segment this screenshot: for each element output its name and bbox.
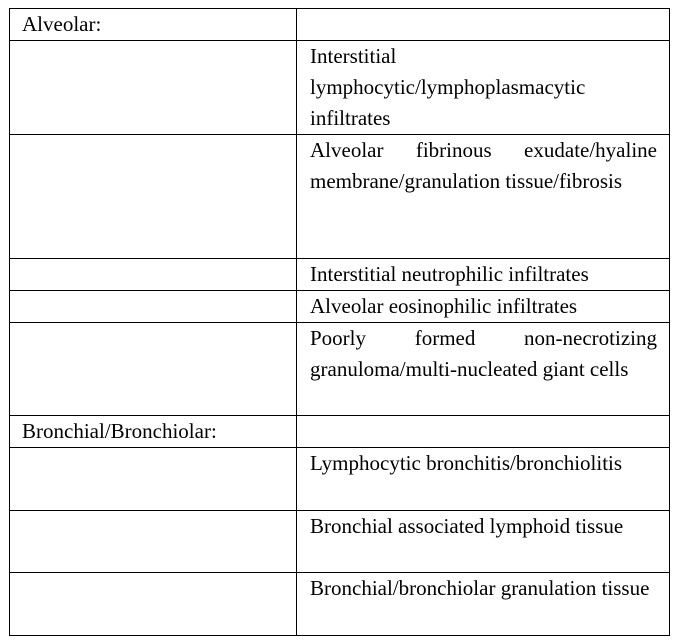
finding-cell xyxy=(297,448,670,511)
finding-cell xyxy=(297,511,670,573)
table-row xyxy=(10,291,670,323)
finding-cell xyxy=(297,135,670,259)
table-row xyxy=(10,135,670,259)
table-row xyxy=(10,9,670,41)
category-cell xyxy=(10,259,297,291)
findings-table xyxy=(9,8,670,636)
table-row xyxy=(10,448,670,511)
category-cell xyxy=(10,511,297,573)
table-row xyxy=(10,259,670,291)
finding-cell xyxy=(297,9,670,41)
category-cell xyxy=(10,448,297,511)
finding-cell xyxy=(297,41,670,135)
category-cell xyxy=(10,291,297,323)
table-row xyxy=(10,573,670,636)
table-row xyxy=(10,416,670,448)
finding-cell xyxy=(297,573,670,636)
finding-cell xyxy=(297,259,670,291)
category-cell: Alveolar: xyxy=(10,9,297,41)
finding-text: Alveolar eosinophilic infiltrates xyxy=(310,294,578,318)
category-cell xyxy=(10,41,297,135)
finding-text: Interstitial lymphocytic/lymphoplasmacytic infiltrates xyxy=(310,44,586,130)
finding-cell xyxy=(297,291,670,323)
table-row xyxy=(10,41,670,135)
finding-text: Interstitial neutrophilic infiltrates xyxy=(310,262,589,286)
category-cell: Bronchial/Bronchiolar: xyxy=(10,416,297,448)
finding-text: Bronchial/bronchiolar granulation tissue xyxy=(310,576,650,600)
finding-text: Alveolar fibrinous exudate/hyaline membrane/granulation tissue/fibrosis xyxy=(310,138,657,193)
category-cell xyxy=(10,323,297,416)
table-row xyxy=(10,323,670,416)
category-cell xyxy=(10,573,297,636)
category-cell xyxy=(10,135,297,259)
table-row xyxy=(10,511,670,573)
finding-cell xyxy=(297,416,670,448)
finding-text: Bronchial associated lymphoid tissue xyxy=(310,514,624,538)
finding-text: Lymphocytic bronchitis/bronchiolitis xyxy=(310,451,623,475)
finding-cell xyxy=(297,323,670,416)
finding-text: Poorly formed non-necrotizing granuloma/multi-nucleated giant cells xyxy=(310,326,657,381)
